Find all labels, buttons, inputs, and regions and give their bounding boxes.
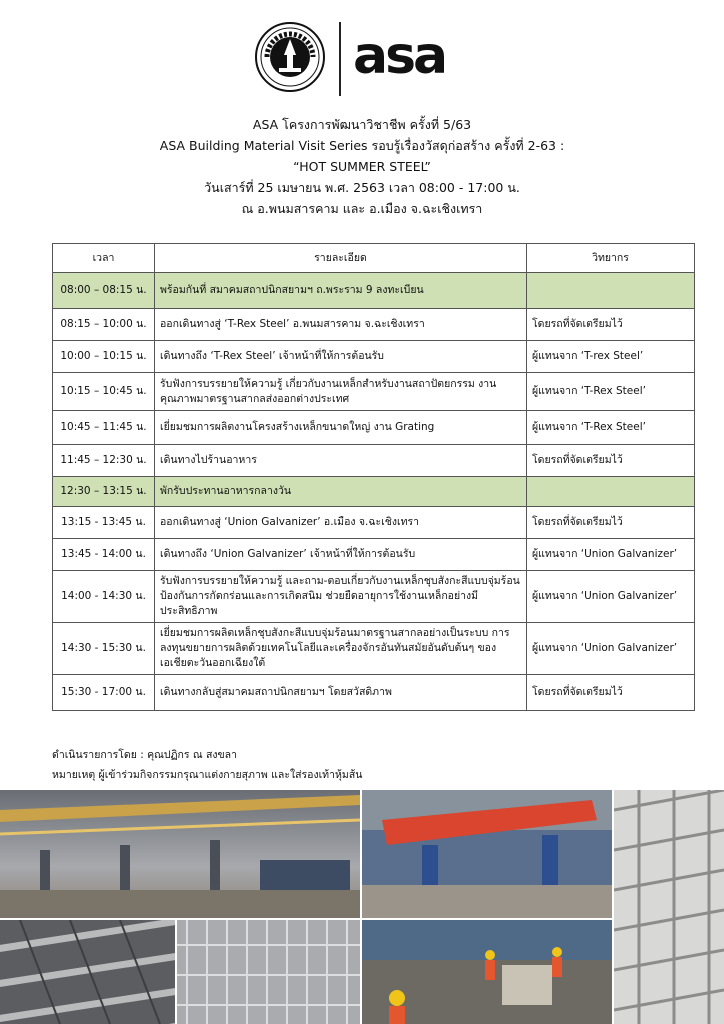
cell-time: 13:15 - 13:45 น. [53,507,155,539]
cell-detail: พร้อมกันที่ สมาคมสถาปนิกสยามฯ ถ.พระราม 9 ลงทะเบียน [155,273,527,309]
cell-detail: เดินทางถึง ‘T-Rex Steel’ เจ้าหน้าที่ให้การต้อนรับ [155,341,527,373]
table-row [53,411,695,445]
cell-time: 12:30 – 13:15 น. [53,477,155,507]
cell-detail: ออกเดินทางสู่ ‘T-Rex Steel’ อ.พนมสารคาม จ.ฉะเชิงเทรา [155,309,527,341]
table-row [53,675,695,711]
header-time: เวลา [53,244,155,273]
cell-time: 13:45 - 14:00 น. [53,539,155,571]
header-line-4: วันเสาร์ที่ 25 เมษายน พ.ศ. 2563 เวลา 08:00 - 17:00 น. [204,180,520,195]
cell-speaker: ผู้แทนจาก ‘T-rex Steel’ [527,341,695,373]
cell-speaker [527,477,695,507]
photo-collage [0,790,724,1024]
cell-speaker: โดยรถที่จัดเตรียมไว้ [527,507,695,539]
galvanizing-plant-photo [362,790,612,918]
steel-grating-panel-photo [177,920,360,1024]
workers-on-site-photo [362,920,612,1024]
factory-interior-photo [0,790,360,918]
logo-divider [339,22,341,96]
cell-speaker: ผู้แทนจาก ‘Union Galvanizer’ [527,571,695,623]
cell-detail: เดินทางไปร้านอาหาร [155,445,527,477]
cell-time: 11:45 – 12:30 น. [53,445,155,477]
table-row [53,373,695,411]
steel-grating-closeup-photo [0,920,175,1024]
header-line-5: ณ อ.พนมสารคาม และ อ.เมือง จ.ฉะเชิงเทรา [241,201,483,216]
cell-time: 08:15 – 10:00 น. [53,309,155,341]
cell-time: 10:45 – 11:45 น. [53,411,155,445]
cell-speaker: ผู้แทนจาก ‘T-Rex Steel’ [527,373,695,411]
cell-speaker: โดยรถที่จัดเตรียมไว้ [527,445,695,477]
cell-time: 10:00 – 10:15 น. [53,341,155,373]
schedule-table [52,243,695,711]
header-detail: รายละเอียด [155,244,527,273]
table-row [53,477,695,507]
cell-time: 08:00 – 08:15 น. [53,273,155,309]
event-header [0,114,724,219]
cell-speaker: โดยรถที่จัดเตรียมไว้ [527,675,695,711]
header-speaker: วิทยากร [527,244,695,273]
cell-detail: ออกเดินทางสู่ ‘Union Galvanizer’ อ.เมือง จ.ฉะเชิงเทรา [155,507,527,539]
cell-detail: รับฟังการบรรยายให้ความรู้ และถาม-ตอบเกี่ยวกับงานเหล็กชุบสังกะสีแบบจุ่มร้อน ป้องกันการกัดกร่อนและการเกิดสนิม ช่วยยืดอายุการใช้งานเหล็กอย่างมีประสิทธิภาพ [155,571,527,623]
table-row [53,273,695,309]
header-line-1: ASA โครงการพัฒนาวิชาชีพ ครั้งที่ 5/63 [252,117,472,132]
cell-speaker: ผู้แทนจาก ‘Union Galvanizer’ [527,623,695,675]
table-row [53,623,695,675]
table-row [53,571,695,623]
table-row [53,445,695,477]
cell-detail: เยี่ยมชมการผลิตงานโครงสร้างเหล็กขนาดใหญ่ งาน Grating [155,411,527,445]
table-row [53,507,695,539]
cell-speaker: ผู้แทนจาก ‘T-Rex Steel’ [527,411,695,445]
remark-note: หมายเหตุ ผู้เข้าร่วมกิจกรรมกรุณาแต่งกายสุภาพ และใส่รองเท้าหุ้มส้น [52,769,363,781]
table-row [53,341,695,373]
logo-bar [0,20,724,102]
header-line-2: ASA Building Material Visit Series รอบรู้เรื่องวัสดุก่อสร้าง ครั้งที่ 2-63 : [159,138,565,153]
notes [52,745,362,785]
cell-time: 14:00 - 14:30 น. [53,571,155,623]
cell-detail: เดินทางถึง ‘Union Galvanizer’ เจ้าหน้าที่ให้การต้อนรับ [155,539,527,571]
cell-detail: รับฟังการบรรยายให้ความรู้ เกี่ยวกับงานเหล็กสำหรับงานสถาปัตยกรรม งานคุณภาพมาตรฐานสากลส่งออกต่างประเทศ [155,373,527,411]
table-header-row [53,244,695,273]
cell-speaker [527,273,695,309]
header-line-3: “HOT SUMMER STEEL” [293,159,431,174]
cell-detail: เดินทางกลับสู่สมาคมสถาปนิกสยามฯ โดยสวัสดิภาพ [155,675,527,711]
cell-time: 10:15 – 10:45 น. [53,373,155,411]
asa-logo: asa [353,26,446,86]
schedule-body [53,273,695,711]
cell-speaker: ผู้แทนจาก ‘Union Galvanizer’ [527,539,695,571]
table-row [53,539,695,571]
table-row [53,309,695,341]
cell-time: 15:30 - 17:00 น. [53,675,155,711]
organizer-note: ดำเนินรายการโดย : คุณปฏิกร ณ สงขลา [52,749,238,761]
grating-stack-photo [614,790,724,1024]
cell-detail: เยี่ยมชมการผลิตเหล็กชุบสังกะสีแบบจุ่มร้อนมาตรฐานสากลอย่างเป็นระบบ การลงทุนขยายการผลิตด้วยเทคโนโลยีและเครื่องจักรอันทันสมัยอันดับต้นๆ ของเอเชียตะวันออกเฉียงใต้ [155,623,527,675]
association-seal-icon [255,22,325,92]
cell-time: 14:30 - 15:30 น. [53,623,155,675]
cell-speaker: โดยรถที่จัดเตรียมไว้ [527,309,695,341]
cell-detail: พักรับประทานอาหารกลางวัน [155,477,527,507]
